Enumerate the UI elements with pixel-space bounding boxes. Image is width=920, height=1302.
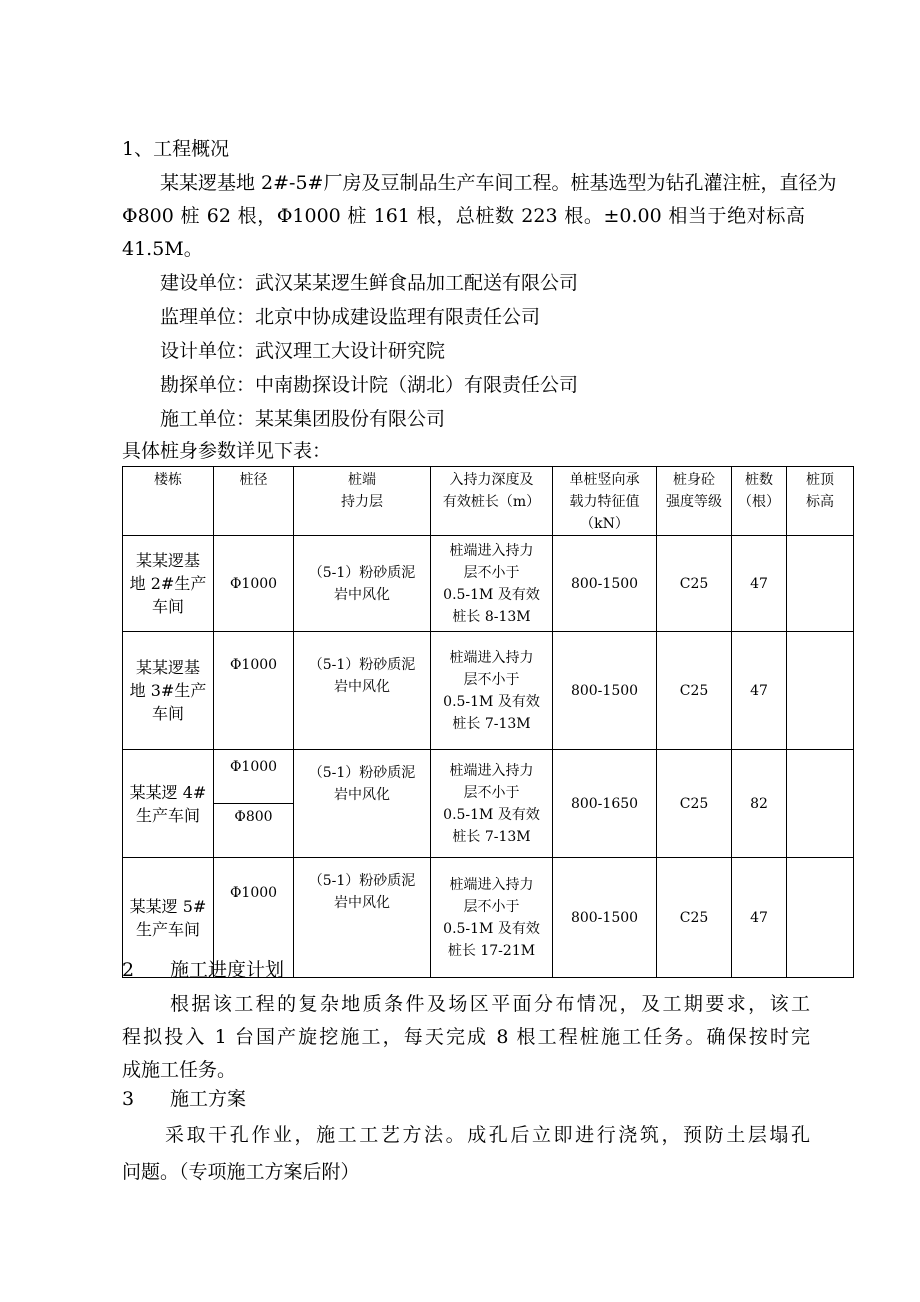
cell-depth: 桩端进入持力 层不小于 0.5-1M 及有效 桩长 17-21M	[431, 858, 553, 978]
cell-diameter: Φ1000	[214, 536, 294, 632]
cell-depth: 桩端进入持力 层不小于 0.5-1M 及有效 桩长 8-13M	[431, 536, 553, 632]
cell-capacity: 800-1500	[553, 858, 657, 978]
cell-bearing-layer: （5-1）粉砂质泥 岩中风化	[294, 632, 431, 750]
unit-design: 设计单位：武汉理工大设计研究院	[160, 340, 446, 362]
cell-building: 某某逻 5# 生产车间	[123, 858, 214, 978]
unit-construction: 建设单位：武汉某某逻生鲜食品加工配送有限公司	[160, 272, 579, 294]
cell-building: 某某逻基 地 3#生产 车间	[123, 632, 214, 750]
cell-concrete-grade: C25	[657, 536, 732, 632]
section-1-heading: 1、工程概况	[122, 138, 230, 160]
cell-diameter: Φ1000	[214, 632, 294, 750]
unit-contractor: 施工单位：某某集团股份有限公司	[160, 408, 446, 430]
section-2-para-line-2: 程拟投入 1 台国产旋挖施工，每天完成 8 根工程桩施工任务。确保按时完	[122, 1026, 810, 1048]
cell-capacity: 800-1500	[553, 632, 657, 750]
cell-diameter-split	[214, 750, 294, 858]
cell-pile-count: 47	[732, 858, 787, 978]
cell-pile-count: 82	[732, 750, 787, 858]
header-building: 楼栋	[123, 467, 214, 536]
header-top-elevation: 桩顶 标高	[787, 467, 854, 536]
section-3-number: 3	[122, 1088, 135, 1110]
cell-diameter-b: Φ800	[234, 809, 273, 825]
table-header-row	[123, 467, 854, 536]
cell-top-elevation	[787, 750, 854, 858]
section-1-para-line-2: Φ800 桩 62 根，Φ1000 桩 161 根，总桩数 223 根。±0.00 相当于绝对标高	[122, 205, 805, 227]
cell-pile-count: 47	[732, 632, 787, 750]
section-2-number: 2	[122, 959, 135, 981]
header-capacity: 单桩竖向承 载力特征值 （kN）	[553, 467, 657, 536]
cell-depth: 桩端进入持力 层不小于 0.5-1M 及有效 桩长 7-13M	[431, 750, 553, 858]
section-1-para-line-1: 某某逻基地 2#-5#厂房及豆制品生产车间工程。桩基选型为钻孔灌注桩，直径为	[160, 172, 837, 194]
table-row	[123, 632, 854, 750]
header-depth: 入持力深度及 有效桩长（m）	[431, 467, 553, 536]
section-1-para-line-3: 41.5M。	[122, 238, 203, 260]
table-row	[123, 750, 854, 858]
cell-diameter-a: Φ1000	[214, 756, 293, 804]
cell-depth: 桩端进入持力 层不小于 0.5-1M 及有效 桩长 7-13M	[431, 632, 553, 750]
table-row	[123, 536, 854, 632]
cell-building: 某某逻基 地 2#生产 车间	[123, 536, 214, 632]
cell-diameter: Φ1000	[214, 858, 294, 978]
cell-concrete-grade: C25	[657, 750, 732, 858]
section-2-para-line-1: 根据该工程的复杂地质条件及场区平面分布情况，及工期要求，该工	[170, 993, 810, 1015]
cell-building: 某某逻 4# 生产车间	[123, 750, 214, 858]
table-intro: 具体桩身参数详见下表：	[122, 440, 332, 462]
pile-parameter-table	[122, 466, 854, 978]
cell-top-elevation	[787, 632, 854, 750]
cell-concrete-grade: C25	[657, 632, 732, 750]
unit-supervision: 监理单位：北京中协成建设监理有限责任公司	[160, 306, 541, 328]
cell-top-elevation	[787, 536, 854, 632]
header-pile-count: 桩数 （根）	[732, 467, 787, 536]
header-diameter: 桩径	[214, 467, 294, 536]
cell-concrete-grade: C25	[657, 858, 732, 978]
section-3-para-line-1: 采取干孔作业，施工工艺方法。成孔后立即进行浇筑，预防土层塌孔	[165, 1124, 810, 1146]
header-bearing-layer: 桩端 持力层	[294, 467, 431, 536]
unit-survey: 勘探单位：中南勘探设计院（湖北）有限责任公司	[160, 374, 579, 396]
cell-top-elevation	[787, 858, 854, 978]
cell-bearing-layer: （5-1）粉砂质泥 岩中风化	[294, 536, 431, 632]
cell-capacity: 800-1500	[553, 536, 657, 632]
header-concrete-grade: 桩身砼 强度等级	[657, 467, 732, 536]
cell-capacity: 800-1650	[553, 750, 657, 858]
section-3-heading: 施工方案	[170, 1088, 247, 1110]
cell-pile-count: 47	[732, 536, 787, 632]
section-2-heading: 施工进度计划	[170, 959, 285, 981]
cell-bearing-layer: （5-1）粉砂质泥 岩中风化	[294, 858, 431, 978]
section-2-para-line-3: 成施工任务。	[122, 1059, 237, 1081]
section-3-para-line-2: 问题。（专项施工方案后附）	[122, 1161, 360, 1183]
cell-bearing-layer: （5-1）粉砂质泥 岩中风化	[294, 750, 431, 858]
